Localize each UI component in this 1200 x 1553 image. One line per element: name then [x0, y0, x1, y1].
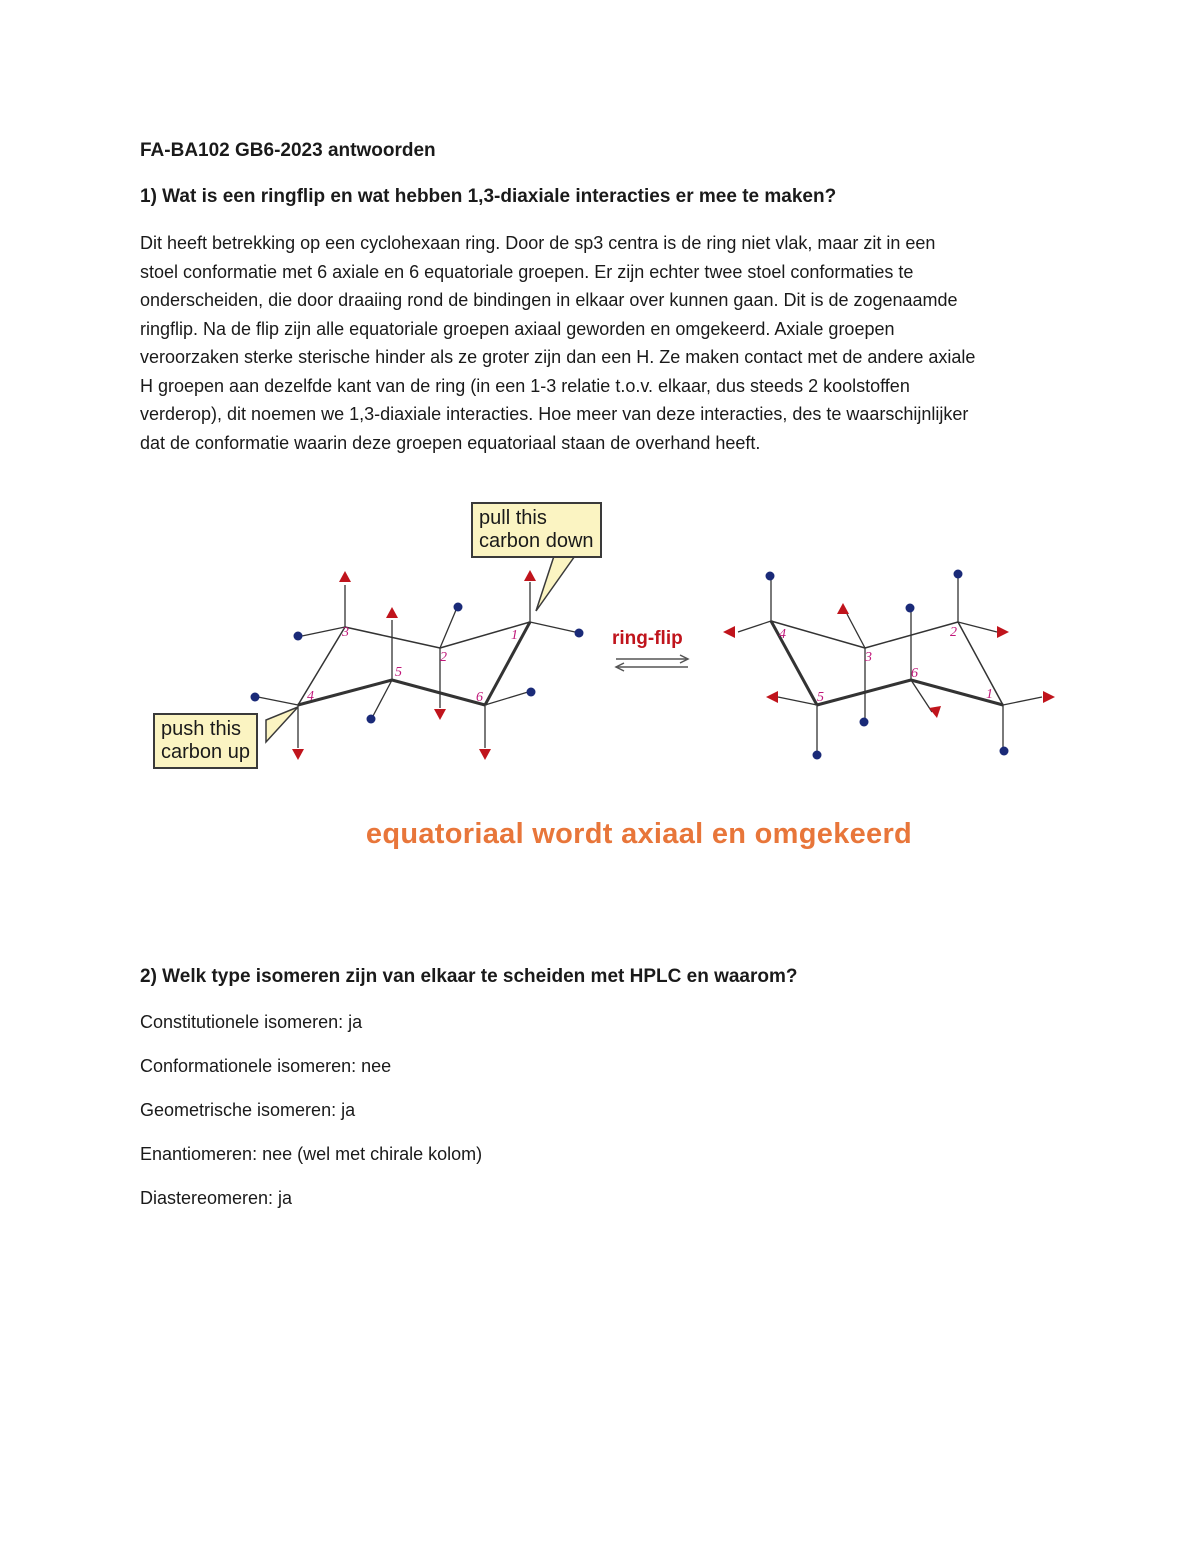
equatorial-marker: [906, 604, 915, 613]
axial-marker: [479, 749, 491, 760]
callout-line: pull this: [479, 507, 547, 529]
axial-marker: [339, 571, 351, 582]
pull-callout-pointer: [536, 553, 577, 611]
answer-conformational: Conformationele isomeren: nee: [140, 1056, 392, 1076]
document-title: FA-BA102 GB6-2023 antwoorden: [140, 140, 436, 161]
ring-flip-figure: [140, 490, 1070, 780]
atom-number: 1: [986, 687, 993, 702]
atom-number: 3: [865, 650, 872, 665]
atom-number: 4: [307, 689, 314, 704]
paragraph-line: stoel conformatie met 6 axiale en 6 equatoriale groepen. Er zijn echter twee stoel conformaties te: [140, 261, 914, 282]
left-chair: [258, 582, 575, 748]
equatorial-marker: [1000, 747, 1009, 756]
equatorial-marker: [766, 572, 775, 581]
bond-5-6: [817, 680, 911, 705]
axial-marker: [997, 626, 1009, 638]
right-equatorial-markers: [766, 570, 1009, 760]
paragraph-line: veroorzaken sterke sterische hinder als ze groter zijn dan een H. Ze maken contact met de andere axiale: [140, 347, 976, 367]
paragraph-line: onderscheiden, die door draaiing rond de bindingen in elkaar over kunnen gaan. Dit is de zogenaamde: [140, 290, 958, 310]
axial-marker: [434, 709, 446, 720]
atom-number: 5: [395, 665, 402, 680]
callout-line: push this: [161, 718, 242, 740]
equatorial-marker: [527, 688, 536, 697]
axial-marker: [723, 626, 735, 638]
left-axial-markers: [292, 570, 536, 760]
axial-marker: [292, 749, 304, 760]
push-carbon-up-callout: [153, 713, 258, 769]
chair-conformations-diagram: [140, 490, 1070, 780]
equatorial-marker: [860, 718, 869, 727]
equatorial-marker: [575, 629, 584, 638]
callout-line: carbon down: [479, 530, 594, 552]
answer-diastereomers: Diastereomeren: ja: [140, 1188, 293, 1208]
answer-geometric: Geometrische isomeren: ja: [140, 1100, 356, 1120]
pull-carbon-down-callout: [471, 502, 602, 558]
axial-marker: [524, 570, 536, 581]
paragraph-line: ringflip. Na de flip zijn alle equatoriale groepen axiaal geworden en omgekeerd. Axiale groepen: [140, 318, 895, 339]
figure-caption: equatoriaal wordt axiaal en omgekeerd: [365, 818, 913, 850]
atom-number: 6: [911, 666, 918, 681]
equatorial-marker: [251, 693, 260, 702]
push-callout-pointer: [266, 707, 298, 742]
bond-5-6: [392, 680, 485, 705]
atom-number: 1: [511, 628, 518, 643]
answer-enantiomers: Enantiomeren: nee (wel met chirale kolom): [140, 1144, 483, 1164]
equilibrium-arrows: [616, 655, 688, 671]
axial-marker: [386, 607, 398, 618]
ring-flip-label: ring-flip: [612, 628, 683, 649]
right-axial-markers: [723, 603, 1055, 718]
right-chair: [738, 578, 1042, 752]
paragraph-line: Dit heeft betrekking op een cyclohexaan ring. Door de sp3 centra is de ring niet vlak, maar zit in een: [140, 233, 936, 253]
equatorial-marker: [454, 603, 463, 612]
axial-marker: [929, 706, 941, 718]
bond-6-1: [485, 622, 530, 705]
question-1-heading: 1) Wat is een ringflip en wat hebben 1,3-diaxiale interacties er mee te maken?: [140, 186, 837, 207]
atom-number: 2: [440, 650, 447, 665]
axial-marker: [766, 691, 778, 703]
paragraph-line: dat de conformatie waarin deze groepen equatoriaal staan de overhand heeft.: [140, 432, 761, 453]
equatorial-marker: [954, 570, 963, 579]
equatorial-marker: [813, 751, 822, 760]
callout-line: carbon up: [161, 741, 250, 763]
axial-marker: [837, 603, 849, 614]
axial-marker: [1043, 691, 1055, 703]
atom-number: 5: [817, 690, 824, 705]
atom-number: 3: [342, 625, 349, 640]
paragraph-line: H groepen aan dezelfde kant van de ring (in een 1-3 relatie t.o.v. elkaar, dus steeds 2 koolstoffen: [140, 375, 910, 396]
paragraph-line: verderop), dit noemen we 1,3-diaxiale interacties. Hoe meer van deze interacties, des te waarschijnlijker: [140, 404, 969, 424]
equatorial-marker: [294, 632, 303, 641]
question-1-answer-paragraph: [140, 229, 1080, 457]
question-2-heading: 2) Welk type isomeren zijn van elkaar te scheiden met HPLC en waarom?: [140, 966, 798, 987]
bond-2-1: [958, 622, 1003, 705]
equatorial-marker: [367, 715, 376, 724]
atom-number: 4: [779, 627, 786, 642]
atom-number: 6: [476, 690, 483, 705]
answer-constitutional: Constitutionele isomeren: ja: [140, 1012, 363, 1032]
atom-number: 2: [950, 625, 957, 640]
